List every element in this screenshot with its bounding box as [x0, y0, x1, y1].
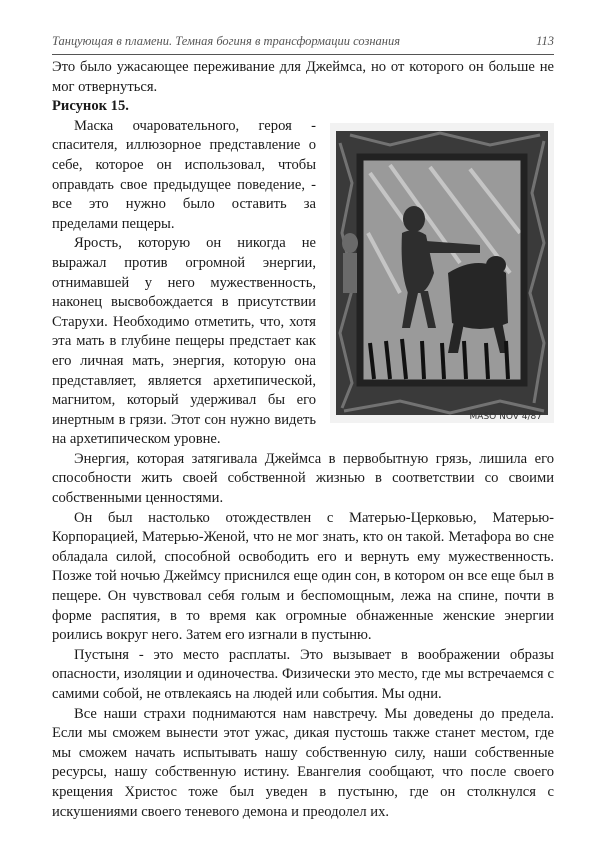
intro-paragraph: Это было ужасающее переживание для Джеймса, но от которого он больше не мог отвернуться.	[52, 59, 554, 95]
running-header	[52, 34, 554, 55]
paragraph-2: Ярость, которую он никогда не выражал против огромной энергии, отнимавшей у него мужественность, наконец высвобождается в присутствии Старухи. Необходимо отметить, что, хотя эта мать в глубине пещеры предстает как его личная мать, энергия, которую она представляет, является архетипической, магнитом, который удерживал бы его инертным в грязи. Этот сон нужно видеть на архетипическом уровне.	[52, 235, 316, 448]
dream-drawing-figure	[330, 123, 554, 423]
paragraph-6: Все наши страхи поднимаются нам навстречу. Мы доведены до предела. Если мы сможем вынести этот ужас, дикая пустошь также станет местом, где мы сможем начать испытывать нашу собственную силу, наши собственные ресурсы, нашу собственную истину. Евангелия сообщают, что после своего крещения Христос тоже был уведен в пустыню, где он столкнулся с искушениями своего теневого демона и преодолел их.	[52, 705, 554, 820]
paragraph-5: Пустыня - это место расплаты. Это вызывает в воображении образы опасности, изоляции и одиночества. Физически это место, где мы встречаемся с самими собой, не отвлекаясь на людей или события. Мы одни.	[52, 646, 554, 702]
page-body	[52, 58, 554, 822]
paragraph-1: Маска очаровательного, героя - спасителя, иллюзорное представление о себе, которое он использовал, чтобы оправдать свое предыдущее поведение, - все это нужно было оставить за пределами пещеры.	[52, 117, 316, 232]
page-number: 113	[536, 34, 554, 48]
drawing-signature: MASO NOV 4/87	[469, 411, 542, 422]
paragraph-4: Он был настолько отождествлен с Матерью-Церковью, Матерью-Корпорацией, Матерью-Женой, что не мог знать, кто он такой. Метафора во сне обладала силой, способной освободить его и вернуть ему мужественность. Позже той ночью Джеймсу приснился еще один сон, в котором он все еще был в пещере. Он чувствовал себя голым и беспомощным, лежа на спине, почти в форме распятия, в то время как огромные обнаженные женские энергии роились вокруг него. Затем его изгнали в пустыню.	[52, 509, 554, 644]
dream-drawing	[330, 123, 554, 423]
figure-caption: Рисунок 15.	[52, 98, 129, 115]
paragraph-3: Энергия, которая затягивала Джеймса в первобытную грязь, лишила его способности жить своей собственной жизнью в соответствии со своими собственными ценностями.	[52, 450, 554, 507]
running-title: Танцующая в пламени. Темная богиня в трансформации сознания	[52, 34, 401, 48]
